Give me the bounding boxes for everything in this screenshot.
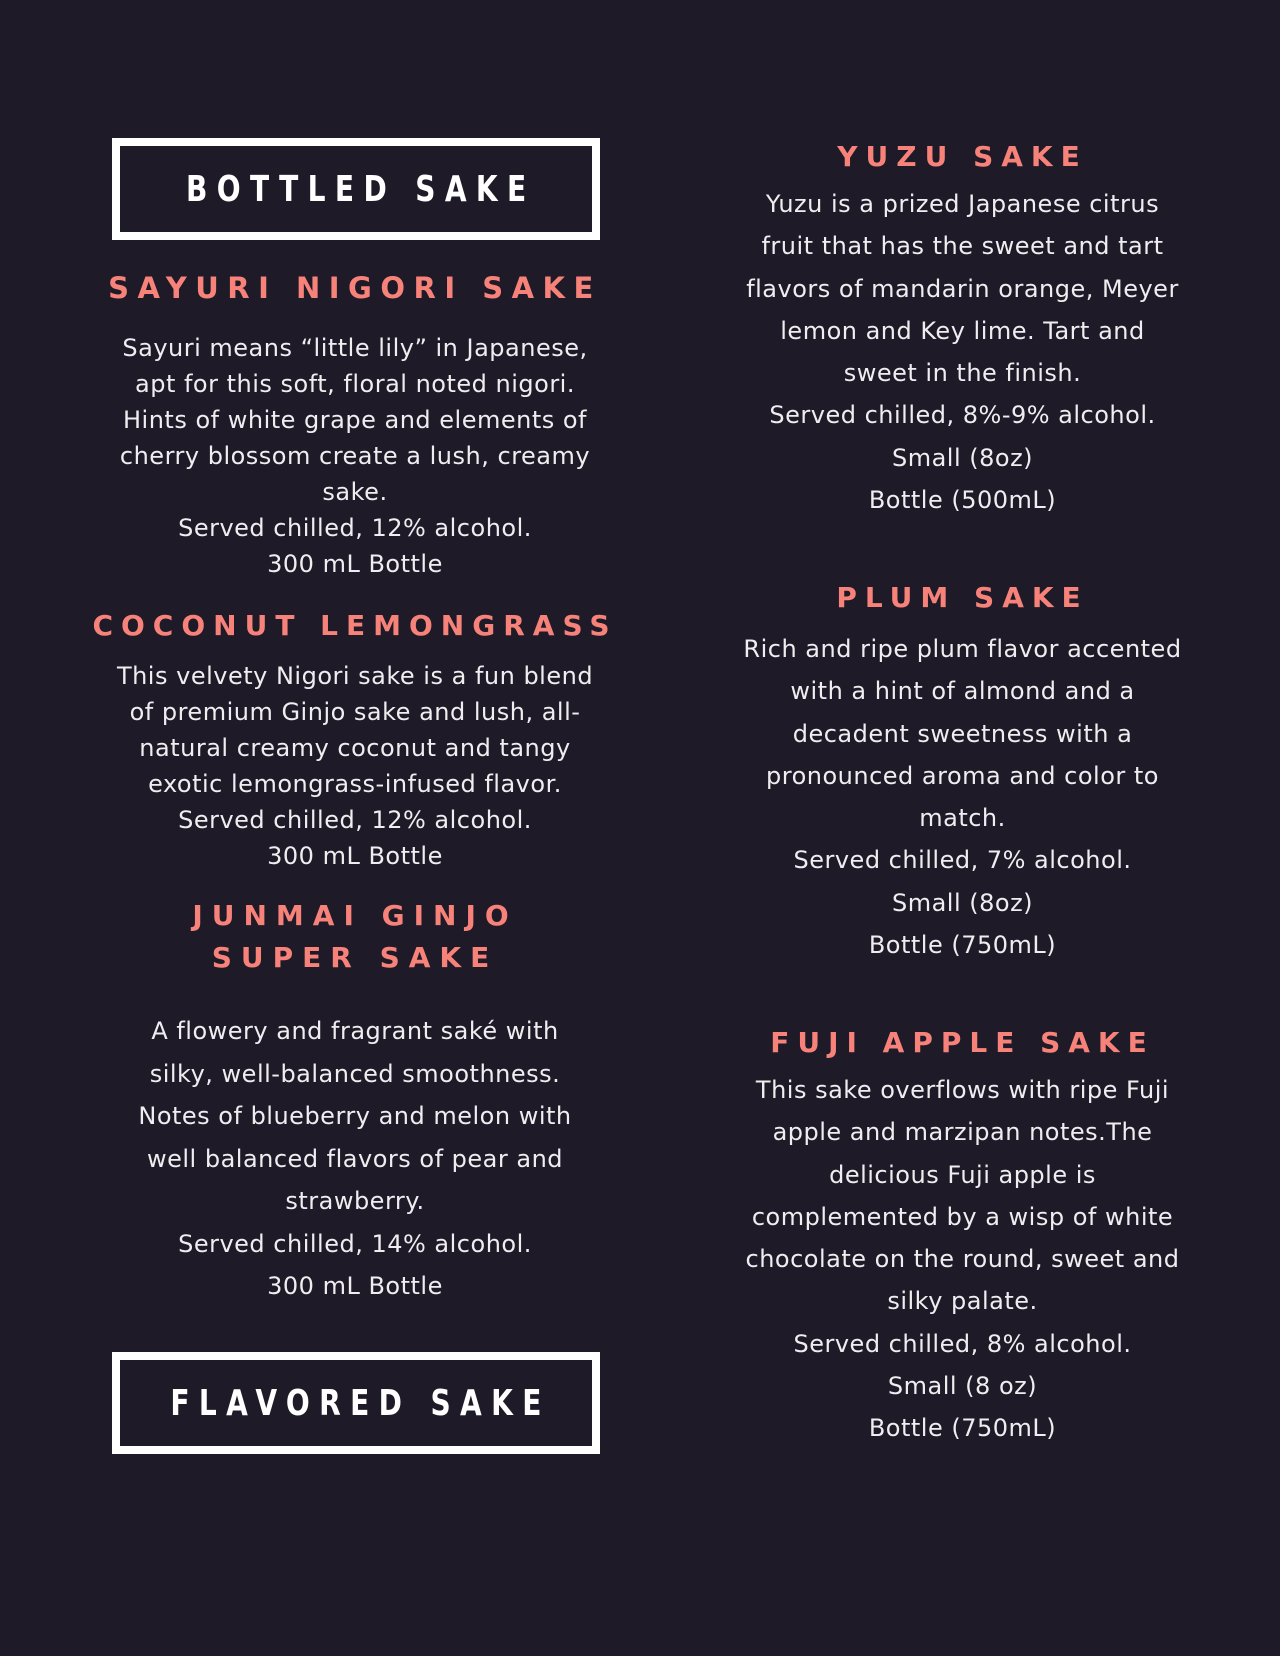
menu-item-plum [680,577,1245,619]
menu-item-yuzu [680,136,1245,178]
menu-item-junmai-ginjo [80,895,630,979]
menu-item-coconut-desc-wrap [80,658,630,874]
menu-item-junmai-desc-wrap [80,1010,630,1308]
menu-item-yuzu-desc-wrap [680,183,1245,521]
menu-item-fuji-apple [680,1022,1245,1064]
menu-item-plum-desc-wrap [680,628,1245,966]
item-title: YUZU SAKE [837,140,1088,173]
item-description: Yuzu is a prized Japanese citrus fruit that has the sweet and tart flavors of mandarin orange, Meyer lemon and Key lime. Tart and sweet in the finish. Served chilled, 8%-9% alcohol. Small (8oz) Bottle (500mL) [746,190,1179,515]
menu-item-sayuri-desc-wrap [80,330,630,582]
item-title: PLUM SAKE [836,581,1089,614]
item-title: FUJI APPLE SAKE [770,1026,1155,1059]
item-title: SAYURI NIGORI SAKE [108,271,602,305]
item-description: This velvety Nigori sake is a fun blend of premium Ginjo sake and lush, all- natural creamy coconut and tangy exotic lemongrass-infused flavor. Served chilled, 12% alcohol. 300 mL Bottle [116,662,594,870]
item-description: Sayuri means “little lily” in Japanese, apt for this soft, floral noted nigori. Hints of white grape and elements of cherry blossom create a lush, creamy sake. Served chilled, 12% alcohol. 300 mL Bottle [119,334,591,578]
item-description: This sake overflows with ripe Fuji apple and marzipan notes.The delicious Fuji apple is complemented by a wisp of white chocolate on the round, sweet and silky palate. Served chilled, 8% alcohol. Small (8 oz) Bottle (750mL) [745,1076,1180,1443]
flavored-sake-header: FLAVORED SAKE [170,1382,551,1424]
bottled-sake-header-box [112,138,600,240]
menu-item-sayuri-nigori [80,267,630,309]
menu-item-coconut-lemongrass [80,605,630,647]
item-description: A flowery and fragrant saké with silky, well-balanced smoothness. Notes of blueberry and melon with well balanced flavors of pear and strawberry. Served chilled, 14% alcohol. 300 mL Bottle [138,1017,572,1300]
menu-item-fuji-desc-wrap [680,1069,1245,1450]
item-title: COCONUT LEMONGRASS [92,609,618,642]
flavored-sake-header-box [112,1352,600,1454]
item-title: JUNMAI GINJO SUPER SAKE [192,899,518,974]
item-description: Rich and ripe plum flavor accented with a hint of almond and a decadent sweetness with a pronounced aroma and color to match. Served chilled, 7% alcohol. Small (8oz) Bottle (750mL) [743,635,1182,960]
bottled-sake-header: BOTTLED SAKE [185,168,536,210]
